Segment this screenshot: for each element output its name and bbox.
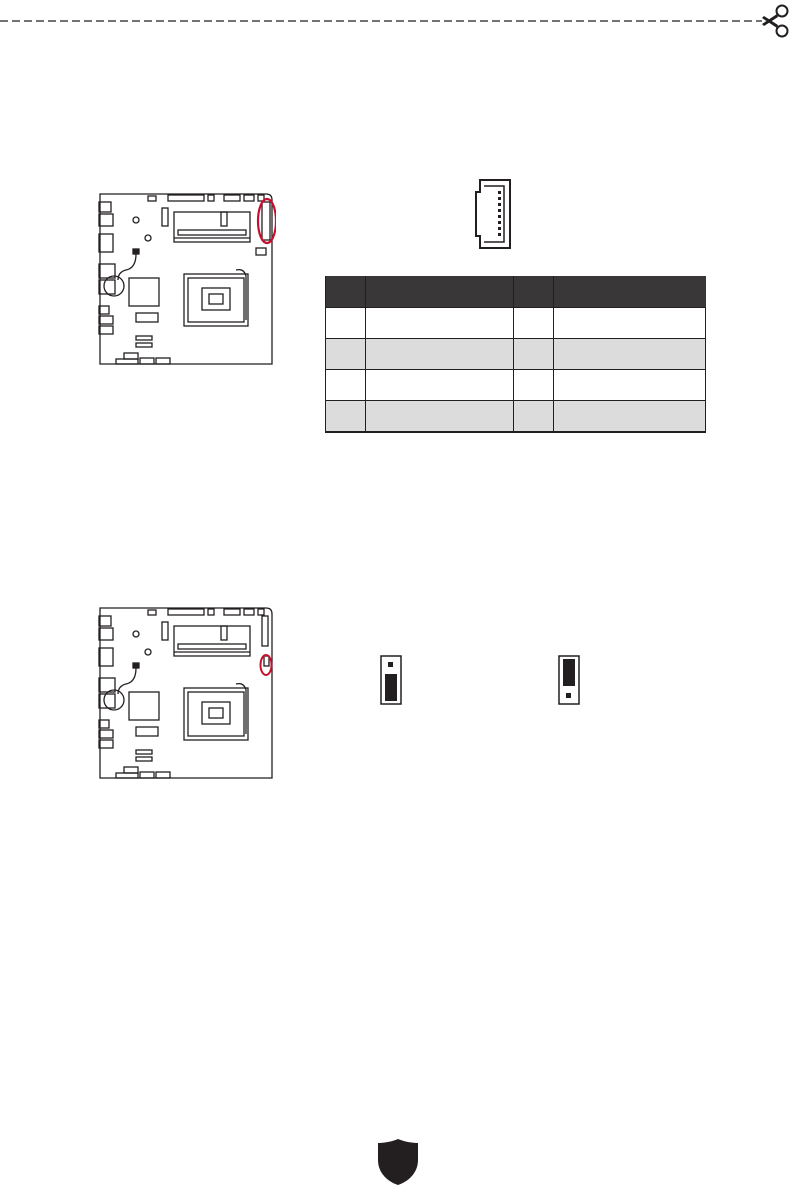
- motherboard-layout-diagram: [96, 604, 276, 784]
- table-cell: [366, 370, 514, 401]
- header-cell-pin: [514, 276, 554, 308]
- table-cell: [366, 339, 514, 370]
- table-cell: [326, 401, 366, 433]
- pin-definition-table: [325, 276, 706, 433]
- table-cell: [366, 401, 514, 433]
- table-row: [326, 308, 706, 339]
- table-cell: [326, 339, 366, 370]
- highlight-ring: [258, 199, 276, 243]
- table-cell: [554, 339, 706, 370]
- table-cell: [366, 308, 514, 339]
- table-cell: [514, 401, 554, 433]
- table-cell: [554, 370, 706, 401]
- table-cell: [514, 370, 554, 401]
- table-cell: [514, 308, 554, 339]
- jumper-pins-1-2-closed-icon: [558, 655, 580, 705]
- highlight-ring: [261, 655, 272, 675]
- pin-header-connector-icon: [474, 178, 514, 250]
- motherboard-layout-diagram: [96, 190, 276, 370]
- table-cell: [554, 401, 706, 433]
- table-row: [326, 370, 706, 401]
- table-cell: [326, 370, 366, 401]
- jumper-pins-2-3-closed-icon: [380, 655, 402, 705]
- shield-logo-icon: [377, 1138, 419, 1186]
- header-cell-signal: [366, 276, 514, 308]
- table-cell: [326, 308, 366, 339]
- table-header-row: [326, 276, 706, 308]
- header-cell-pin: [326, 276, 366, 308]
- table-cell: [514, 339, 554, 370]
- table-row: [326, 339, 706, 370]
- table-cell: [554, 308, 706, 339]
- header-cell-signal: [554, 276, 706, 308]
- table-row: [326, 401, 706, 433]
- scissors-icon: [762, 6, 788, 37]
- cut-line: [0, 0, 794, 60]
